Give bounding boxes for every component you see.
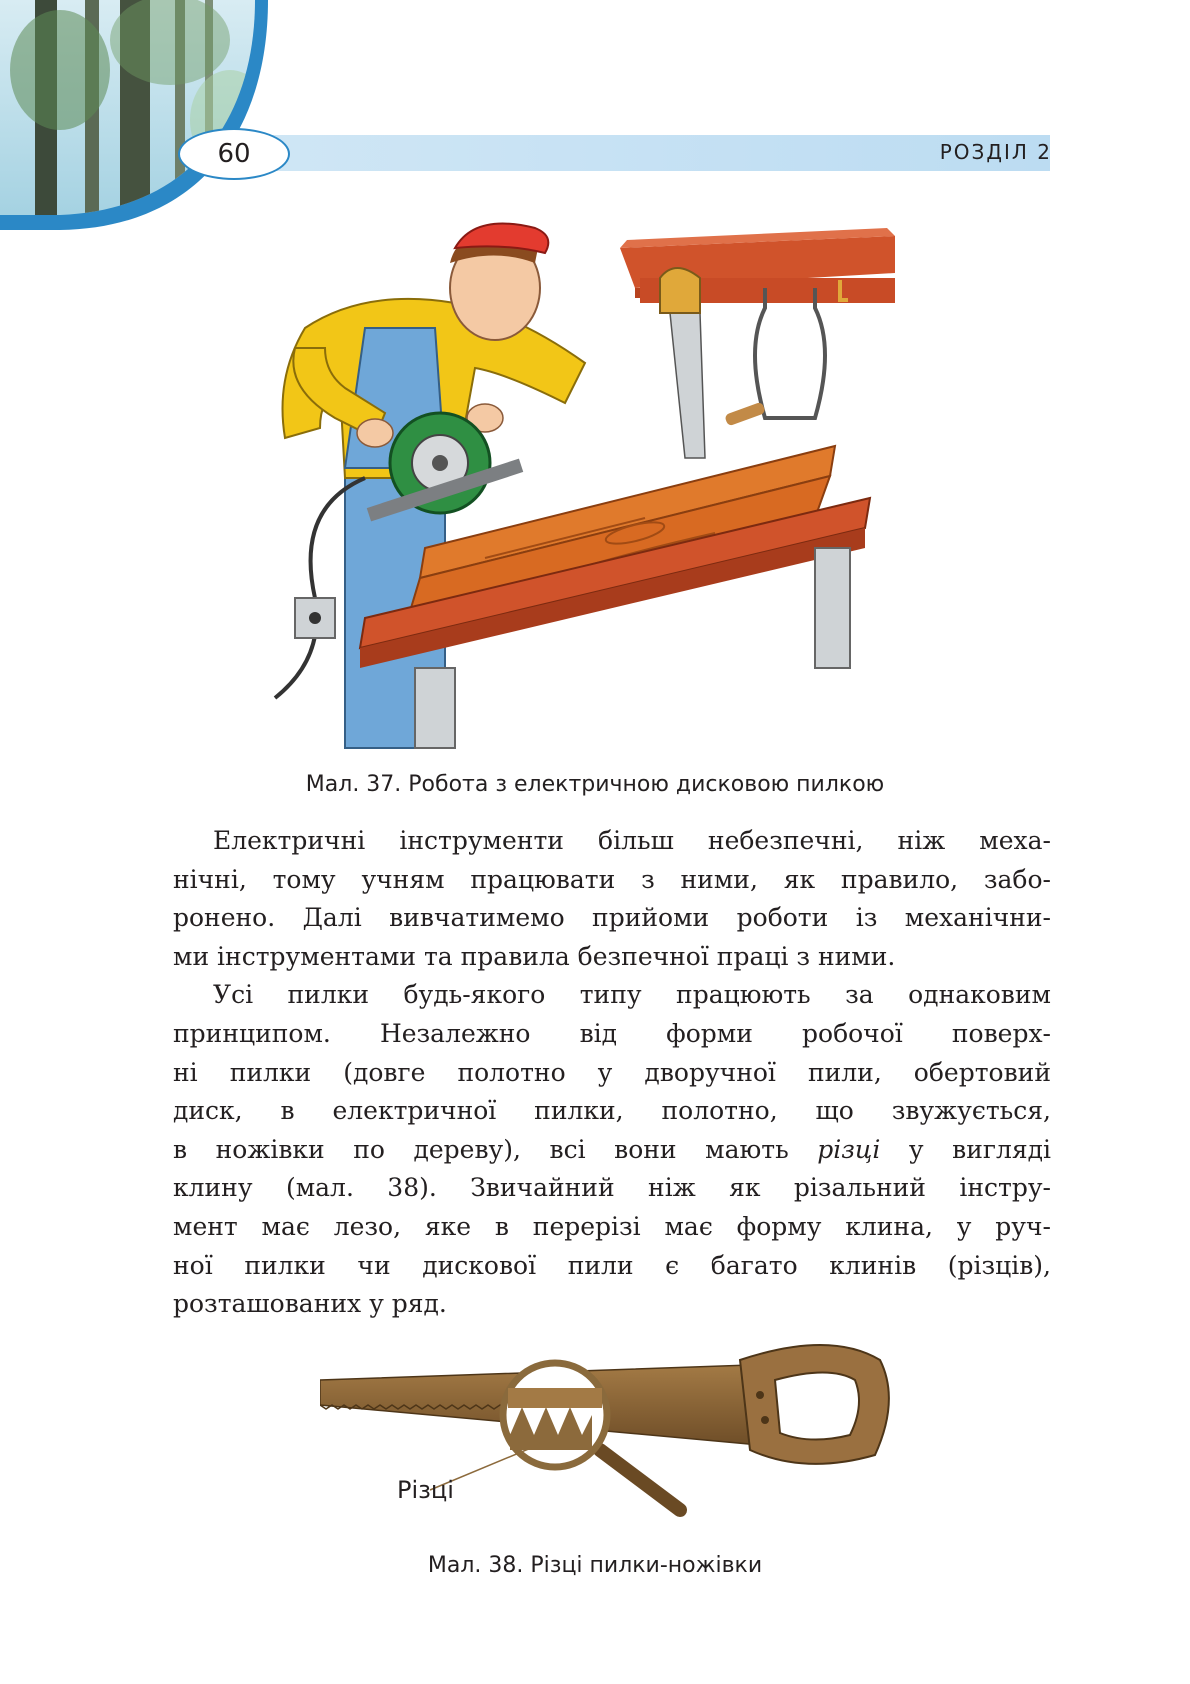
text-line: мент має лезо, яке в перерізі має форму клина, у руч-: [173, 1211, 1051, 1241]
text-span: в ножівки по дереву), всі вони мають: [173, 1134, 818, 1164]
figure-38-caption: Мал. 38. Різці пилки-ножівки: [427, 1553, 763, 1578]
tool-shelf: [620, 228, 895, 458]
text-line: Усі пилки будь-якого типу працюють за однаковим: [213, 980, 1051, 1010]
teeth-label: Різці: [397, 1476, 454, 1504]
text-line: диск, в електричної пилки, полотно, що звужується,: [173, 1096, 1051, 1126]
chapter-title: РОЗДІЛ 2: [939, 140, 1052, 164]
text-line: ми інструментами та правила безпечної праці з ними.: [173, 941, 896, 971]
circular-saw-illustration: [255, 218, 975, 758]
text-line: ні пилки (довге полотно у дворучної пили, обертовий: [173, 1057, 1051, 1087]
text-line: Електричні інструменти більш небезпечні, ніж меха-: [213, 826, 1051, 855]
text-line: ної пилки чи дискової пили є багато клинів (різців),: [173, 1250, 1051, 1280]
text-line: нічні, тому учням працювати з ними, як правило, забо-: [173, 864, 1051, 894]
figure-37-caption: Мал. 37. Робота з електричною дисковою пилкою: [305, 772, 885, 797]
text-line: клину (мал. 38). Звичайний ніж як різальний інстру-: [173, 1173, 1051, 1203]
header-bar: [270, 135, 1050, 171]
text-line: принципом. Незалежно від форми робочої поверх-: [173, 1018, 1051, 1048]
forest-corner-decoration: [0, 0, 300, 240]
body-text: [173, 822, 1051, 1324]
text-line: розташованих у ряд.: [173, 1289, 447, 1319]
text-line: [173, 1131, 1051, 1170]
text-line: ронено. Далі вивчатимемо прийоми роботи із механічни-: [173, 903, 1051, 933]
page-number: 60: [178, 128, 290, 180]
text-span: у вигляді: [880, 1134, 1051, 1164]
term-emphasis: різці: [817, 1134, 881, 1164]
